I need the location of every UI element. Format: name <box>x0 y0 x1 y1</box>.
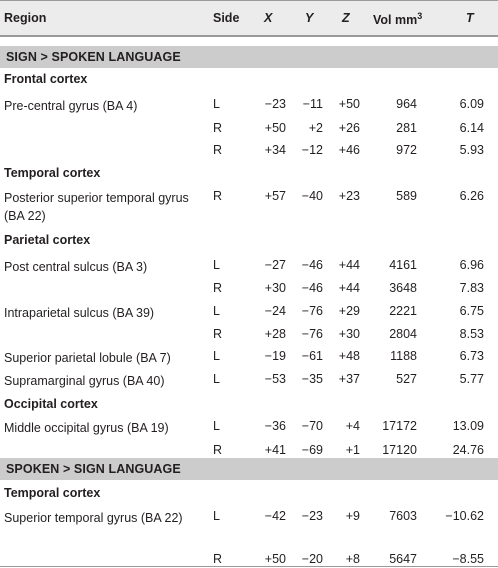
cell-z: +8 <box>345 552 360 566</box>
cell-side: R <box>213 281 223 295</box>
cell-region: Middle occipital gyrus (BA 19) <box>4 421 169 435</box>
group-heading: Temporal cortex <box>4 486 101 500</box>
cell-z: +50 <box>338 97 360 111</box>
cell-t: 6.73 <box>459 349 484 363</box>
cell-side: R <box>213 121 223 135</box>
cell-y: −35 <box>301 372 323 386</box>
cell-x: +41 <box>264 443 286 457</box>
cell-x: +28 <box>264 327 286 341</box>
section-title: SIGN > SPOKEN LANGUAGE <box>6 50 181 64</box>
cell-vol: 5647 <box>389 552 417 566</box>
header-y: Y <box>305 11 314 25</box>
cell-z: +29 <box>338 304 360 318</box>
cell-vol: 2221 <box>389 304 417 318</box>
cell-x: +50 <box>264 552 286 566</box>
cell-vol: 527 <box>396 372 417 386</box>
cell-region: Superior temporal gyrus (BA 22) <box>4 511 183 525</box>
cell-side: L <box>213 509 220 523</box>
table-bottom-rule <box>0 566 498 567</box>
cell-side: L <box>213 372 220 386</box>
header-region: Region <box>4 11 47 25</box>
cell-t: 6.75 <box>459 304 484 318</box>
cell-x: −42 <box>264 509 286 523</box>
cell-z: +4 <box>345 419 360 433</box>
cell-side: R <box>213 143 223 157</box>
cell-t: 24.76 <box>452 443 484 457</box>
cell-z: +23 <box>338 189 360 203</box>
cell-region: Supramarginal gyrus (BA 40) <box>4 374 165 388</box>
group-heading: Temporal cortex <box>4 166 101 180</box>
cell-x: −36 <box>264 419 286 433</box>
cell-t: 6.26 <box>459 189 484 203</box>
cell-vol: 7603 <box>389 509 417 523</box>
cell-t: 6.96 <box>459 258 484 272</box>
cell-side: L <box>213 97 220 111</box>
cell-x: −19 <box>264 349 286 363</box>
cell-side: R <box>213 189 223 203</box>
cell-z: +9 <box>345 509 360 523</box>
cell-z: +30 <box>338 327 360 341</box>
header-vol <box>373 11 422 27</box>
cell-t: 8.53 <box>459 327 484 341</box>
cell-vol: 4161 <box>389 258 417 272</box>
header-vol-text: Vol mm <box>373 13 418 28</box>
cell-z: +37 <box>338 372 360 386</box>
section-title: SPOKEN > SIGN LANGUAGE <box>6 462 181 476</box>
cell-z: +46 <box>338 143 360 157</box>
cell-y: −23 <box>301 509 323 523</box>
group-heading: Parietal cortex <box>4 233 91 247</box>
cell-side: L <box>213 304 220 318</box>
cell-x: +50 <box>264 121 286 135</box>
cell-y: −70 <box>301 419 323 433</box>
cell-z: +44 <box>338 281 360 295</box>
cell-t: 6.14 <box>459 121 484 135</box>
cell-x: +57 <box>264 189 286 203</box>
cell-t: −8.55 <box>452 552 484 566</box>
cell-t: −10.62 <box>445 509 484 523</box>
cell-vol: 589 <box>396 189 417 203</box>
cell-side: R <box>213 552 223 566</box>
cell-y: −46 <box>301 258 323 272</box>
header-rule <box>0 35 498 37</box>
cell-y: −20 <box>301 552 323 566</box>
cell-y: −12 <box>301 143 323 157</box>
cell-y: −76 <box>301 304 323 318</box>
cell-t: 6.09 <box>459 97 484 111</box>
cell-z: +44 <box>338 258 360 272</box>
cell-vol: 281 <box>396 121 417 135</box>
cell-t: 13.09 <box>452 419 484 433</box>
cell-x: −23 <box>264 97 286 111</box>
header-t: T <box>466 11 474 25</box>
cell-vol: 3648 <box>389 281 417 295</box>
cell-y: +2 <box>308 121 323 135</box>
cell-vol: 964 <box>396 97 417 111</box>
cell-x: −27 <box>264 258 286 272</box>
header-z: Z <box>342 11 350 25</box>
cell-x: +34 <box>264 143 286 157</box>
cell-vol: 17120 <box>382 443 417 457</box>
cell-region: Intraparietal sulcus (BA 39) <box>4 306 155 320</box>
cell-y: −76 <box>301 327 323 341</box>
header-vol-sup: 3 <box>417 11 423 21</box>
cell-y: −11 <box>302 97 323 111</box>
cell-vol: 972 <box>396 143 417 157</box>
section-band-sign-gt-spoken <box>0 46 498 68</box>
cell-side: R <box>213 327 223 341</box>
cell-region: Pre-central gyrus (BA 4) <box>4 99 138 113</box>
header-x: X <box>264 11 273 25</box>
cell-z: +1 <box>345 443 360 457</box>
cell-side: R <box>213 443 223 457</box>
cell-region: Posterior superior temporal gyrus (BA 22) <box>4 191 189 223</box>
cell-x: −24 <box>264 304 286 318</box>
cell-region: Post central sulcus (BA 3) <box>4 260 148 274</box>
cell-y: −61 <box>301 349 323 363</box>
cell-t: 5.93 <box>459 143 484 157</box>
group-heading: Occipital cortex <box>4 397 98 411</box>
table-header <box>0 1 498 35</box>
cell-z: +26 <box>338 121 360 135</box>
section-band-spoken-gt-sign <box>0 458 498 480</box>
cell-y: −46 <box>301 281 323 295</box>
cell-vol: 17172 <box>382 419 417 433</box>
cell-t: 5.77 <box>459 372 484 386</box>
header-side: Side <box>213 11 240 25</box>
cell-side: L <box>213 419 220 433</box>
cell-vol: 1188 <box>390 349 417 363</box>
cell-region: Superior parietal lobule (BA 7) <box>4 351 171 365</box>
cell-y: −40 <box>301 189 323 203</box>
cell-side: L <box>213 258 220 272</box>
cell-x: −53 <box>264 372 286 386</box>
cell-y: −69 <box>301 443 323 457</box>
cell-t: 7.83 <box>459 281 484 295</box>
cell-x: +30 <box>264 281 286 295</box>
cell-side: L <box>213 349 220 363</box>
group-heading: Frontal cortex <box>4 72 88 86</box>
cell-vol: 2804 <box>389 327 417 341</box>
cell-z: +48 <box>338 349 360 363</box>
